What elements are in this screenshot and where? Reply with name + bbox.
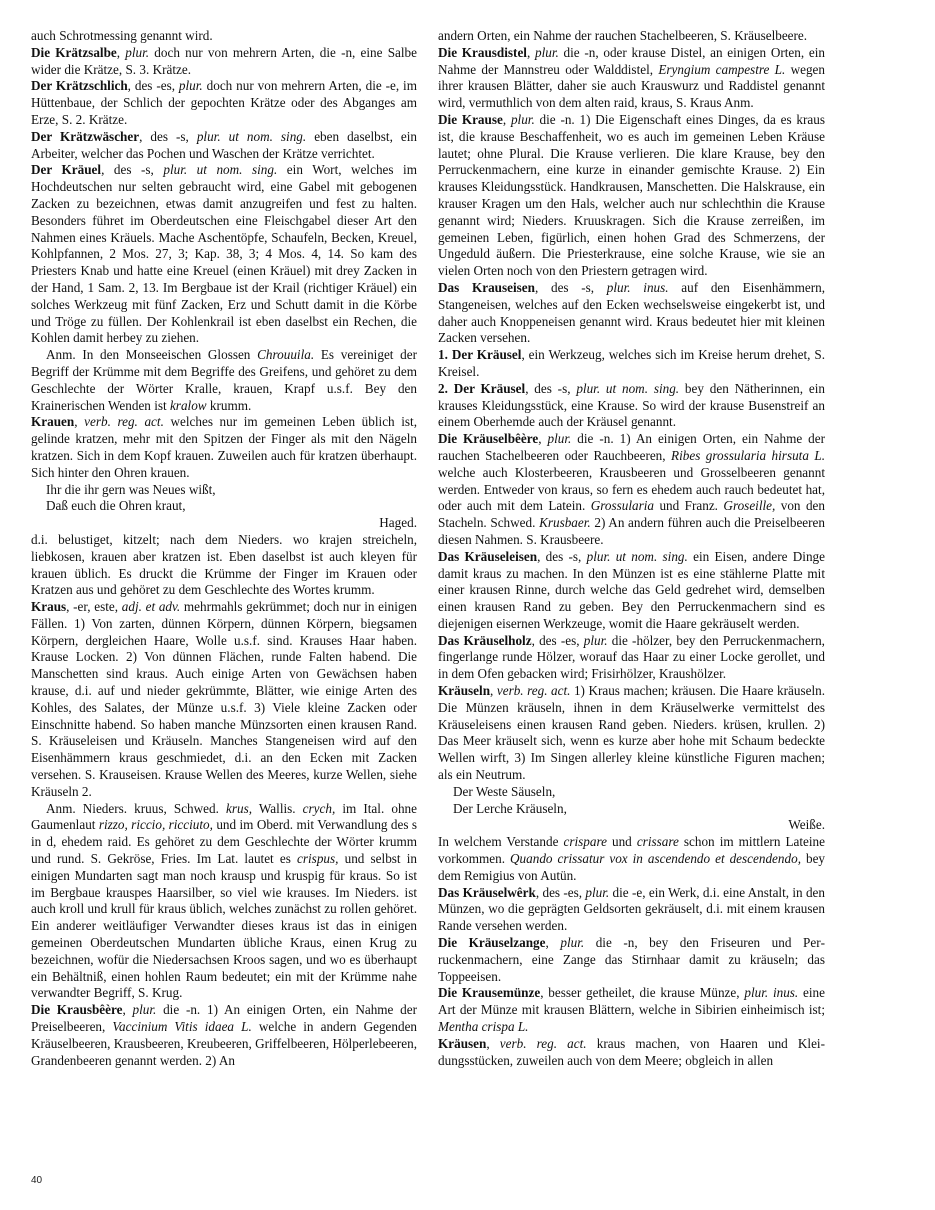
headword: Die Krause [438, 111, 503, 127]
entry-paragraph [31, 1002, 417, 1069]
entry-paragraph [31, 162, 417, 347]
italic-term: plur. ut nom. sing. [586, 548, 688, 564]
italic-term: Ribes grossularia hirsuta L. [671, 447, 826, 463]
text-run: auf den Eisenhämmern, Stangeneisen, welches auf den Ecken wechselsweise eingekerbt ist, und daher auch Knoppeneisen genannt wird. Kraus bedeutet hier mit kleinen Zacken versehen. [438, 279, 825, 346]
text-run: , des -es, [531, 632, 584, 648]
entry-paragraph [438, 45, 825, 112]
text-run: , des -s, [537, 548, 587, 564]
text-run: und [606, 834, 637, 850]
text-run: krumm. [206, 397, 252, 413]
verse-attribution [438, 817, 825, 834]
italic-term: plur. [585, 884, 610, 900]
headword: Kräusen [438, 1035, 487, 1051]
text-run: Es vereiniget der Begriff der Krümme mit dem Begriffe des Greifens, und gehöret zu dem Geschlechte der Wörter Kralle, krauen, Krapf u.s.f. Bey den Krainerischen Wenden ist [31, 347, 417, 413]
italic-term: plur. [547, 431, 572, 447]
text-run: Anm. Nieders. kruus, Schwed. [46, 800, 227, 816]
text-run: ein Wort, welches im Hochdeutschen nur selten gebraucht wird, eine Gabel mit gebogenen Zacken zu bezeichnen, etwas damit anzugreifen und fest zu halten. Besonders führet im Oberdeutschen eine Fleischgabel dieser Art den Nahmen eines Kräuels. Mache Aschentöpfe, Schaufeln, Becken, Kreuel, Kohlpfannen, 2 Mos. 27, 3; Kap. 38, 3; 4 Mos. 4, 14. So kam des Priesters Knab und hatte eine Kreuel (einen Kräuel) mit drey Zacken in der Hand, 1 Sam. 2, 13. Im Bergbaue ist der Krail (richtiger Kräuel) ein solches Werkzeug mit fünf Zacken, Erz und Schutt damit in die Körbe und Tröge zu füllen. Der Kohlenkrail ist eben daselbst ein Rechen, die Kohlen damit herbey zu ziehen. [31, 162, 417, 346]
text-run: , [545, 935, 561, 951]
headword: Die Kräuselzange [438, 935, 546, 951]
entry-paragraph [438, 1036, 825, 1070]
text-run: , des -s, [534, 279, 607, 295]
italic-term: plur. [510, 111, 535, 127]
entry-paragraph [438, 985, 825, 1035]
text-run: , des -s, [525, 380, 577, 396]
text-run: welche in andern Gegenden Kräuselbeeren, Krausbeeren, Kreubeeren, Griffelbeeren, Hölperlebeeren, Grandenbeeren genannt werden. 2) An [31, 1019, 418, 1068]
entry-paragraph [31, 28, 417, 45]
text-run: andern Orten, ein Nahme der rauchen Stachelbeeren, S. Kräuselbeere. [438, 28, 808, 43]
text-run: , [74, 414, 85, 430]
italic-term: crispus, [297, 851, 339, 867]
text-run: Daß euch die Ohren kraut, [46, 498, 186, 514]
italic-term: plur. inus. [606, 279, 669, 295]
text-run: und im Oberd. mit Verwandlung des s in d, ehedem raid. Es gehöret zu dem Geschlechte der Wörter krumm und rund. S. Gekröse, Fries. Im Lat. lautet es [31, 817, 417, 867]
italic-term: Eryngium campestre L. [658, 61, 786, 77]
text-run: , des -s, [139, 128, 197, 144]
italic-term: Quando crissatur vox in ascendendo et descendendo, [510, 851, 801, 867]
verse-attribution [31, 515, 417, 532]
italic-term: plur. ut nom. sing. [196, 128, 307, 144]
headword: Kraus [31, 599, 67, 615]
italic-term: Chrouuila. [257, 347, 315, 363]
text-run: welches nur im gemeinen Leben üblich ist, gelinde kratzen, mehr mit den Spitzen der Finger als mit den Nägeln kratzen. Sich in dem Kopf krauen. Zuweilen auch für kratzen überhaupt. Sich hinter den Ohren krauen. [31, 414, 418, 480]
headword: Die Krausbêère [31, 1002, 123, 1018]
text-run: , [526, 44, 535, 60]
text-run: die -n. 1) An einigen Orten, ein Nahme der rauchen Stachelbeeren oder Rauchbeeren, [438, 431, 826, 463]
text-run: die -e, ein Werk, d.i. eine Anstalt, in den Münzen, wo die geprägten Geldsorten gekräuselt, d.i. mit einem krausen Rande versehen werden. [438, 884, 825, 934]
text-run: ein Eisen, andere Dinge damit kraus zu machen. In den Münzen ist es eine stählerne Platte mit einer krausen Rinne, durch welche das Geld gedrehet wird, demselben einen krausen Rand zu geben. Bey den Perruckenmachern sind es diejenigen eisernen Werkzeuge, womit die Haare gekräuselt werden. [438, 548, 825, 631]
text-run: welche auch Klosterbeeren, Krausbeeren und Grosselbeeren genannt werden. Entweder von kraus, so fern es ehedem auch rauch bedeutet hat, oder auch mit dem Latein. [438, 464, 825, 514]
text-run: , [122, 1002, 133, 1018]
verse-line [31, 498, 417, 515]
text-run: , [502, 111, 511, 127]
text-run: In welchem Verstande [438, 834, 564, 850]
annotation-paragraph [31, 801, 417, 1003]
text-run: kraus machen, von Haaren und Kleidungsstücken, zuweilen auch von dem Meere; obgleich in allen [438, 1035, 826, 1068]
italic-term: crispare [563, 834, 607, 850]
entry-paragraph [438, 280, 825, 347]
italic-term: plur. ut nom. sing. [576, 380, 680, 396]
italic-term: verb. reg. act. [496, 683, 571, 699]
italic-term: plur. [583, 632, 608, 648]
entry-paragraph [438, 112, 825, 280]
headword: Der Krätzschlich [31, 78, 128, 94]
text-run: , des -s, [101, 162, 164, 178]
entry-paragraph [438, 885, 825, 935]
italic-term: plur. [132, 1002, 157, 1018]
entry-paragraph [31, 78, 417, 128]
page-number: 40 [31, 1175, 43, 1186]
italic-term: plur. ut nom. sing. [163, 162, 278, 178]
italic-term: plur. inus. [744, 985, 799, 1001]
text-run: von den Stacheln. Schwed. [438, 498, 825, 531]
continuation-paragraph [438, 28, 825, 45]
text-run: die -n. 1) An einigen Orten, ein Nahme der Preiselbeeren, [31, 1002, 417, 1035]
entry-paragraph [31, 599, 417, 801]
text-run: auch Schrotmessing genannt wird. [31, 28, 213, 43]
headword: Krauen [31, 414, 75, 430]
text-run: wegen ihrer krausen Blätter, daher sie auch Krauswurz und Raddistel genannt wird, vermuthlich von dem alten raid, kraus, S. Kraus Anm. [438, 61, 825, 111]
italic-term: Groseille, [723, 498, 776, 514]
headword: Das Kräuselholz [438, 632, 532, 648]
entry-paragraph [438, 683, 825, 784]
entry-paragraph [31, 45, 417, 79]
entry-paragraph [438, 431, 825, 549]
text-run: d.i. belustiget, kitzelt; nach dem Nieders. wo krajen streicheln, liebkosen, krauen aber kratzen ist. Eben daselbst ist auch kleyen für krauen üblich. Es druckt die Krümme der Finger im Krauen oder Kratzen aus und gehöret zu dem Geschlechte des Wortes krumm. [31, 531, 417, 598]
text-run: Der Weste Säuseln, [453, 783, 556, 799]
left-column [31, 28, 417, 1069]
text-run: , des -es, [535, 884, 586, 900]
text-run: die -n, bey den Friseuren und Perruckenmachern, eine Zange das Stirnhaar damit zu kräuseln; das Toppeeisen. [438, 935, 825, 984]
italic-term: krus, [226, 800, 253, 816]
italic-term: crych, [302, 800, 336, 816]
text-run: im Ital. ohne Gaumenlaut [31, 800, 417, 833]
text-run: , besser getheilet, die krause Münze, [540, 985, 745, 1001]
italic-term: Mentha crispa L. [438, 1019, 529, 1035]
text-run: Ihr die ihr gern was Neues wißt, [46, 481, 216, 497]
entry-paragraph [438, 633, 825, 683]
headword: Die Krausemünze [438, 985, 541, 1001]
headword: Das Krauseisen [438, 279, 535, 295]
text-run: und selbst in einigen Mundarten sagt man noch krausp und kruspig für kraus. So ist im Bergbaue krauspes Haarsilber, so viel wie krauses. Im Nieders. ist auch kroll und krull für kraus üblich, welches zunächst zu rollen gehöret. Ein anderer weitläufiger Verwandter dieses kraus ist das in einigen gemeinen Oberdeutschen Mundarten übliche Kraus, einen Krug zu bezeichnen, wofür die Niedersachsen Kroos sagen, und wo es überhaupt ein Behältniß, einen hohlen Raum bedeutet; ein mit der Krümme nahe verwandter Begriff, S. Krug. [31, 851, 417, 1001]
headword: 2. Der Kräusel [438, 380, 526, 396]
italic-term: Vaccinium Vitis idaea L. [112, 1019, 252, 1035]
text-run: , ein Werkzeug, welches sich im Kreise herum drehet, S. Kreisel. [438, 347, 825, 379]
text-run: bey dem Remigius von Autün. [438, 851, 826, 883]
italic-term: Krusbaer. [539, 515, 591, 531]
verse-line [438, 784, 825, 801]
annotation-paragraph [31, 347, 417, 414]
headword: Die Krausdistel [438, 44, 527, 60]
text-run: Anm. In den Monseeischen Glossen [46, 347, 258, 363]
entry-paragraph [438, 935, 825, 985]
text-run: Haged. [379, 515, 417, 531]
text-run: bey den Nätherinnen, ein krauses Kleidungsstück, eine Krause. So wird der krause Busenstreif an einem Oberhemde auch der Kräusel genannt. [438, 380, 825, 430]
headword: Der Kräuel [31, 162, 102, 178]
entry-paragraph [438, 381, 825, 431]
headword: Der Krätzwäscher [31, 128, 140, 144]
italic-term: adj. et adv. [121, 599, 181, 615]
text-run: doch nur von mehrern Arten, die -n, eine Salbe wider die Krätze, S. 3. Krätze. [31, 44, 417, 77]
text-run: , [486, 1035, 500, 1051]
verse-line [438, 801, 825, 818]
text-run: , [490, 683, 497, 699]
continuation-paragraph [31, 532, 417, 599]
headword: Die Krätzsalbe [31, 44, 117, 60]
entry-paragraph [31, 129, 417, 163]
italic-term: plur. [178, 78, 203, 94]
text-run: Weiße. [788, 817, 825, 833]
text-run: , -er, este, [66, 599, 122, 615]
text-run: Wallis. [252, 800, 303, 816]
headword: Kräuseln [438, 683, 491, 699]
italic-term: verb. reg. act. [499, 1035, 587, 1051]
text-run: die -hölzer, bey den Perruckenmachern, fingerlange runde Hölzer, worauf das Haar zu einer Locke gerollet, und in dem Ofen gebacken wird; Frisirhölzer, Kraushölzer. [438, 632, 825, 682]
text-run: mehrmahls gekrümmet; doch nur in einigen Fällen. 1) Von zarten, dünnen Körpern, dünnen Körpern, biegsamen Körpern, dergleichen Haare, Wolle u.s.f. sind. Krauses Haar haben. Krause Locken. 2) Von dünnen Flächen, runde Falten habend. Die Manschetten sind kraus. Auch einige Arten von Gewächsen haben krause, d.i. auf und nieder gekrümmte, Blätter, wie einige Arten des Kohles, des Salates, der Münze u.s.f. 3) Viele kleine Zacken oder Einschnitte habend. So haben manche Münzsorten einen krausen Rand. S. Kräuseleisen und Kräuseln. Manches Stangeneisen wird auf den Eisenhämmern kraus geschmiedet, d.i. an den Ecken mit Zacken versehen. S. Krauseisen. Krause Wellen des Meeres, kurze Wellen, siehe Kräuseln 2. [31, 599, 417, 799]
text-run: , [538, 431, 548, 447]
text-run: eben daselbst, ein Arbeiter, welcher das Pochen und Waschen der Krätze verrichtet. [31, 128, 417, 161]
text-run: schon im mittlern Lateine vorkommen. [438, 834, 826, 867]
text-run: und Franz. [654, 498, 724, 514]
text-run: , [116, 44, 126, 60]
headword: 1. Der Kräusel [438, 347, 522, 363]
italic-term: verb. reg. act. [84, 414, 164, 430]
entry-paragraph [438, 549, 825, 633]
text-run: eine Art der Münze mit krausen Blättern, welche in Sibirien einheimisch ist; [438, 985, 825, 1018]
text-run: doch nur von mehrern Arten, die -e, im Hüttenbaue, der Schlich der gepochten Krätze oder des Abganges am Erze, S. 2. Krätze. [31, 78, 417, 127]
italic-term: rizzo, riccio, ricciuto, [98, 817, 213, 833]
headword: Die Kräuselbêère [438, 431, 539, 447]
italic-term: Grossularia [590, 498, 655, 514]
headword: Das Kräuselwêrk [438, 884, 536, 900]
text-run: Der Lerche Kräuseln, [453, 800, 567, 816]
italic-term: crissare [636, 834, 679, 850]
italic-term: plur. [560, 935, 585, 951]
italic-term: kralow [169, 397, 207, 413]
entry-paragraph [31, 414, 417, 481]
right-column [438, 28, 825, 1069]
text-run: die -n. 1) Die Eigenschaft eines Dinges, da es kraus ist, die krause Beschaffenheit, wo es auch im gemeinen Leben Kräuse lautet; ohne Plural. Die Krause verlieren. Die klare Krause, bey den Perruckenmachern, eine kurze in einander gemischte Krause. 2) Ein krauses Kleidungsstück. Handkrausen, Manschetten. Die Halskrause, ein krauser Kragen um den Hals, welcher auch nur schlechthin die Krause genannt wird; Nieders. Kruuskragen. Sich die Krause zerreißen, im gemeinen Leben, figürlich, einen hohen Grad des Schmerzens, der Ungeduld äußern. Die Priesterkrause, eine solche Krause, wie sie an vielen Orten noch von den Priestern getragen wird. [438, 111, 825, 279]
entry-paragraph [438, 347, 825, 381]
text-run: , des -es, [127, 78, 179, 94]
text-run: 1) Kraus machen; kräusen. Die Haare kräuseln. Die Münzen kräuseln, ihnen in dem Kräuselwerke vermittelst des Kräuseleisens einen krausen Rand geben. Nieders. krüsen, krullen. 2) Das Meer kräuselt sich, wenn es kurze aber hohe mit Schaum bedeckte Wellen wirft, 3) Im Singen allerley kleine künstliche Figuren machen; als ein Neutrum. [438, 683, 825, 783]
verse-line [31, 482, 417, 499]
italic-term: plur. [125, 44, 150, 60]
italic-term: plur. [534, 44, 559, 60]
text-run: 2) An andern führen auch die Preiselbeeren diesen Nahmen. S. Krausbeere. [438, 515, 825, 547]
continuation-paragraph [438, 834, 825, 884]
text-run: die -n, oder krause Distel, an einigen Orten, ein Nahme der Mannstreu oder Walddistel, [438, 44, 825, 77]
headword: Das Kräuseleisen [438, 548, 538, 564]
